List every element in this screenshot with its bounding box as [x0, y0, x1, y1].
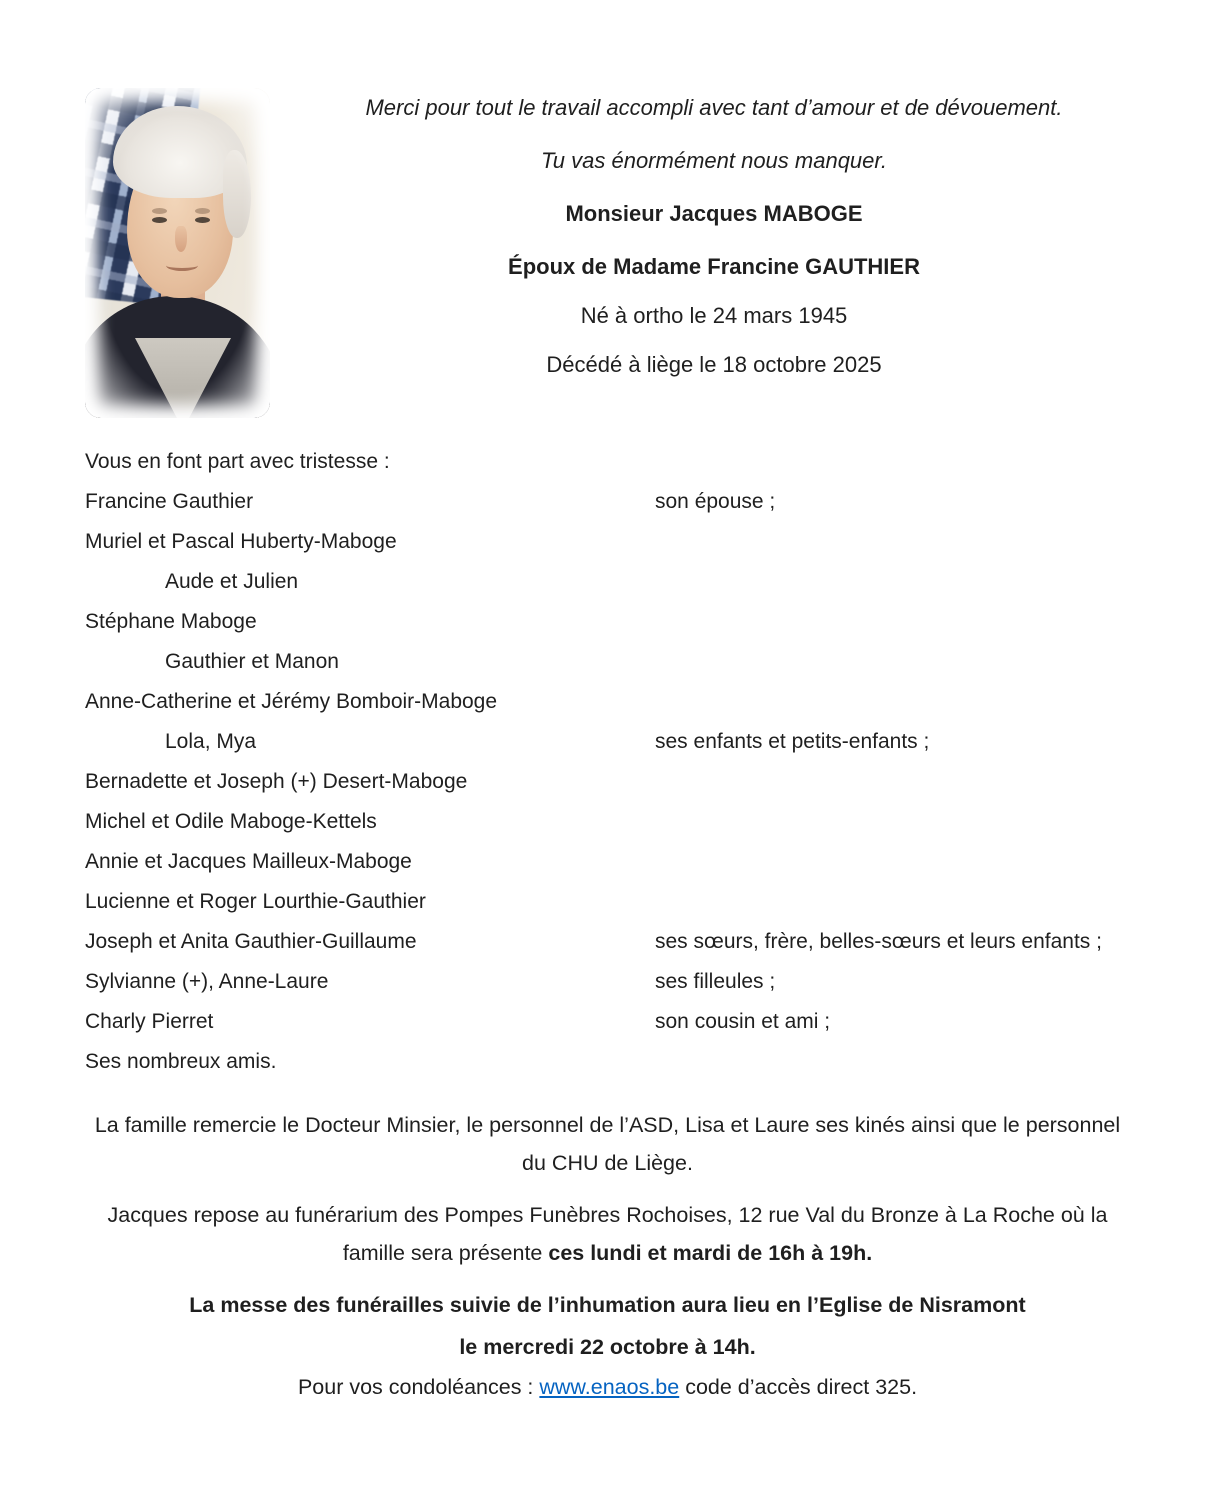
header-text — [270, 88, 1158, 379]
condolences-prefix: Pour vos condoléances : — [297, 1375, 540, 1399]
family-member-name: Bernadette et Joseph (+) Desert-Maboge — [85, 770, 468, 793]
repose-visiting-hours: ces lundi et mardi de 16h à 19h. — [548, 1241, 873, 1265]
family-row — [85, 882, 1130, 922]
spouse-line: Époux de Madame Francine GAUTHIER — [508, 254, 920, 279]
notices-section — [85, 1106, 1130, 1406]
family-relation: ses filleules ; — [655, 970, 776, 993]
family-member-name: Lucienne et Roger Lourthie-Gauthier — [85, 890, 426, 913]
family-member-name: Joseph et Anita Gauthier-Guillaume — [85, 930, 417, 953]
family-row — [85, 562, 1130, 602]
condolences-paragraph — [85, 1368, 1130, 1406]
family-row — [85, 1002, 1130, 1042]
family-row — [85, 962, 1130, 1002]
birth-line: Né à ortho le 24 mars 1945 — [580, 303, 848, 328]
family-member-name: Michel et Odile Maboge-Kettels — [85, 810, 377, 833]
funeral-service-line: La messe des funérailles suivie de l’inhumation aura lieu en l’Eglise de Nisramont — [189, 1293, 1026, 1317]
header — [85, 88, 1130, 418]
family-row — [85, 642, 1130, 682]
family-row — [85, 802, 1130, 842]
family-member-name: Francine Gauthier — [85, 490, 254, 513]
thanks-paragraph: La famille remercie le Docteur Minsier, le personnel de l’ASD, Lisa et Laure ses kinés ainsi que le personnel du CHU de Liège. — [94, 1113, 1121, 1175]
family-member-name: Lola, Mya — [165, 730, 257, 753]
deceased-name: Monsieur Jacques MABOGE — [565, 201, 863, 226]
family-relation: ses sœurs, frère, belles-sœurs et leurs enfants ; — [655, 930, 1102, 953]
enaos-link[interactable]: www.enaos.be — [539, 1375, 680, 1399]
family-member-name: Charly Pierret — [85, 1010, 214, 1033]
family-row — [85, 482, 1130, 522]
repose-text: Jacques repose au funérarium des Pompes Funèbres Rochoises, 12 rue Val du Bronze à La Roche où la famille sera présente — [107, 1203, 1108, 1265]
family-member-name: Anne-Catherine et Jérémy Bomboir-Maboge — [85, 690, 498, 713]
family-member-name: Annie et Jacques Mailleux-Maboge — [85, 850, 412, 873]
family-row — [85, 602, 1130, 642]
family-member-name: Sylvianne (+), Anne-Laure — [85, 970, 329, 993]
portrait-photo — [85, 88, 270, 418]
family-row — [85, 922, 1130, 962]
family-row — [85, 722, 1130, 762]
announcement-intro: Vous en font part avec tristesse : — [85, 450, 390, 473]
family-member-name: Muriel et Pascal Huberty-Maboge — [85, 530, 397, 553]
portrait-vignette — [85, 88, 270, 418]
funeral-date-line: le mercredi 22 octobre à 14h. — [459, 1335, 756, 1359]
family-member-name: Aude et Julien — [165, 570, 299, 593]
family-row — [85, 842, 1130, 882]
family-list — [85, 482, 1130, 1082]
family-member-name: Gauthier et Manon — [165, 650, 339, 673]
death-line: Décédé à liège le 18 octobre 2025 — [546, 352, 882, 377]
tribute-line-2: Tu vas énormément nous manquer. — [540, 148, 888, 173]
family-relation: son épouse ; — [655, 490, 776, 513]
family-relation: ses enfants et petits-enfants ; — [655, 730, 930, 753]
tribute-line-1: Merci pour tout le travail accompli avec tant d’amour et de dévouement. — [365, 95, 1063, 120]
family-member-name: Ses nombreux amis. — [85, 1050, 277, 1073]
family-row — [85, 762, 1130, 802]
family-row — [85, 1042, 1130, 1082]
family-relation: son cousin et ami ; — [655, 1010, 831, 1033]
family-row — [85, 522, 1130, 562]
condolences-suffix: code d’accès direct 325. — [679, 1375, 918, 1399]
family-member-name: Stéphane Maboge — [85, 610, 257, 633]
repose-paragraph — [85, 1196, 1130, 1272]
family-row — [85, 682, 1130, 722]
